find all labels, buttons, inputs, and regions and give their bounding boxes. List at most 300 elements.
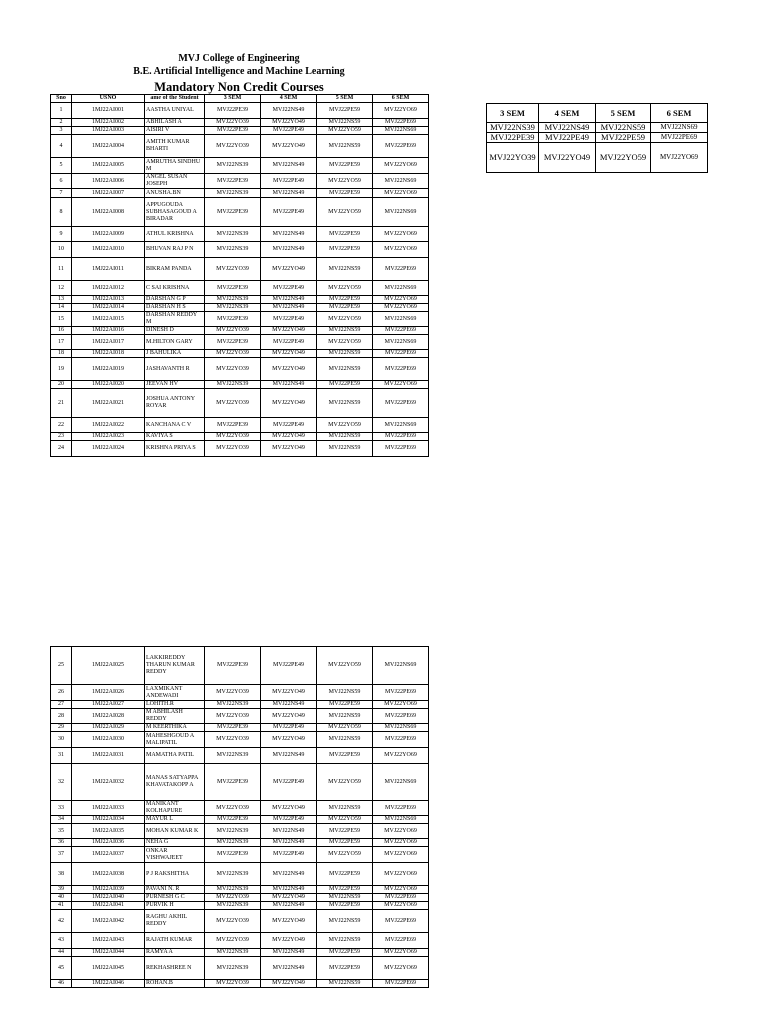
usn-cell: 1MJ22AI006 [72,174,145,189]
sem3-course-cell: MVJ22YO39 [205,433,261,441]
sem5-course-cell: MVJ22NS59 [317,441,373,457]
sem4-course-cell: MVJ22PE49 [261,281,317,296]
table-row [51,847,429,863]
sem4-course-cell: MVJ22NS49 [261,902,317,910]
table-row [51,647,429,685]
student-name-cell: AISIRI V [145,127,205,135]
sem6-course-cell: MVJ22PE69 [373,389,429,418]
sem4-course-cell: MVJ22YO49 [261,119,317,127]
sem3-course-cell: MVJ22YO39 [205,980,261,988]
student-name-cell: RAMYA A [145,949,205,957]
course-allocation-table-page-1 [50,94,429,457]
sem4-course-cell: MVJ22YO49 [261,894,317,902]
sem4-course-cell: MVJ22NS49 [261,957,317,980]
table-row [51,709,429,724]
sem5-course-cell: MVJ22PE59 [317,824,373,839]
usn-cell: 1MJ22AI023 [72,433,145,441]
student-name-cell: JOSHUA ANTONY ROYAR [145,389,205,418]
sem3-course-cell: MVJ22YO39 [205,910,261,933]
student-name-cell: DARSHAN G P [145,296,205,304]
sem3-course-cell: MVJ22NS39 [205,839,261,847]
sno-cell: 28 [51,709,72,724]
sem5-course-cell: MVJ22NS59 [317,389,373,418]
sem6-course-cell: MVJ22NS69 [373,724,429,732]
sno-cell: 9 [51,227,72,242]
table-row [51,949,429,957]
sno-cell: 21 [51,389,72,418]
sem5-course-cell: MVJ22PE59 [317,381,373,389]
course-allocation-table-page-2 [50,646,429,988]
student-name-cell: MAMATHA PATIL [145,748,205,764]
sem5-course-cell: MVJ22PE59 [317,957,373,980]
student-name-cell: KAVIYA S [145,433,205,441]
student-name-cell: LAKKIREDDY THARUN KUMAR REDDY [145,647,205,685]
course-summary-table [486,103,708,173]
usn-cell: 1MJ22AI043 [72,933,145,949]
sem5-course-cell: MVJ22NS59 [317,119,373,127]
table-row [51,296,429,304]
sem4-course-cell: MVJ22NS49 [261,103,317,119]
sem6-course-cell: MVJ22PE69 [373,709,429,724]
col-header-sem5: 5 SEM [317,95,373,103]
student-name-cell: ONKAR VISHWAJEET [145,847,205,863]
student-name-cell: RAJATH KUMAR [145,933,205,949]
sem5-course-cell: MVJ22PE59 [317,227,373,242]
student-name-cell: ANUSHA.BN [145,189,205,198]
sem5-course-cell: MVJ22NS59 [317,801,373,816]
table-row [51,312,429,327]
sem3-course-cell: MVJ22YO39 [205,685,261,701]
sem5-course-cell: MVJ22NS59 [317,358,373,381]
sem5-course-cell: MVJ22YO59 [317,281,373,296]
sno-cell: 1 [51,103,72,119]
sem3-course-cell: MVJ22PE39 [205,312,261,327]
table-row [51,381,429,389]
table-row [51,894,429,902]
usn-cell: 1MJ22AI029 [72,724,145,732]
sno-cell: 6 [51,174,72,189]
document-title: Mandatory Non Credit Courses [154,80,324,94]
sem3-course-cell: MVJ22NS39 [205,189,261,198]
sno-cell: 8 [51,198,72,227]
summary-header-sem3: 3 SEM [487,104,539,123]
usn-cell: 1MJ22AI038 [72,863,145,886]
table-row [51,135,429,158]
sem4-course-cell: MVJ22PE49 [261,724,317,732]
sno-cell: 33 [51,801,72,816]
sem5-course-cell: MVJ22PE59 [317,103,373,119]
college-name: MVJ College of Engineering [178,53,300,64]
sno-cell: 10 [51,242,72,258]
student-name-cell: MAHESHGOUD A MALIPATIL [145,732,205,748]
sno-cell: 15 [51,312,72,327]
sem5-course-cell: MVJ22PE59 [317,304,373,312]
department-name: B.E. Artificial Intelligence and Machine Learning [133,66,345,77]
table-body-page-2 [51,647,429,988]
table-row [51,127,429,135]
table-row [51,227,429,242]
summary-cell: MVJ22NS59 [596,123,651,133]
sno-cell: 41 [51,902,72,910]
table-row [51,863,429,886]
usn-cell: 1MJ22AI014 [72,304,145,312]
usn-cell: 1MJ22AI016 [72,327,145,335]
sno-cell: 27 [51,701,72,709]
student-name-cell: BIKRAM PANDA [145,258,205,281]
sem4-course-cell: MVJ22YO49 [261,910,317,933]
sem4-course-cell: MVJ22PE49 [261,647,317,685]
sem6-course-cell: MVJ22PE69 [373,894,429,902]
sem6-course-cell: MVJ22NS69 [373,198,429,227]
table-row [51,304,429,312]
usn-cell: 1MJ22AI040 [72,894,145,902]
student-name-cell: RAGHU AKHIL REDDY [145,910,205,933]
summary-cell: MVJ22YO59 [596,143,651,173]
col-header-sem3: 3 SEM [205,95,261,103]
usn-cell: 1MJ22AI042 [72,910,145,933]
sem4-course-cell: MVJ22YO49 [261,327,317,335]
student-name-cell: NEHA G [145,839,205,847]
sem3-course-cell: MVJ22YO39 [205,327,261,335]
sem6-course-cell: MVJ22NS69 [373,764,429,801]
sem5-course-cell: MVJ22NS59 [317,709,373,724]
sno-cell: 40 [51,894,72,902]
table-row [51,198,429,227]
usn-cell: 1MJ22AI019 [72,358,145,381]
sem3-course-cell: MVJ22NS39 [205,957,261,980]
sem5-course-cell: MVJ22NS59 [317,933,373,949]
summary-header-sem6: 6 SEM [651,104,708,123]
usn-cell: 1MJ22AI025 [72,647,145,685]
sem4-course-cell: MVJ22YO49 [261,135,317,158]
sem5-course-cell: MVJ22NS59 [317,910,373,933]
sem6-course-cell: MVJ22YO69 [373,748,429,764]
table-header-row [51,95,429,103]
sem3-course-cell: MVJ22NS39 [205,701,261,709]
sem4-course-cell: MVJ22NS49 [261,381,317,389]
sem3-course-cell: MVJ22NS39 [205,863,261,886]
sem6-course-cell: MVJ22PE69 [373,933,429,949]
summary-cell: MVJ22NS49 [539,123,596,133]
sem5-course-cell: MVJ22PE59 [317,902,373,910]
student-name-cell: MANAS SATYAPPA KHAVATAKOPP A [145,764,205,801]
sem6-course-cell: MVJ22PE69 [373,258,429,281]
sem5-course-cell: MVJ22NS59 [317,433,373,441]
sem3-course-cell: MVJ22YO39 [205,732,261,748]
table-row [51,358,429,381]
sem4-course-cell: MVJ22NS49 [261,189,317,198]
sem3-course-cell: MVJ22PE39 [205,103,261,119]
sem4-course-cell: MVJ22PE49 [261,816,317,824]
summary-header-sem4: 4 SEM [539,104,596,123]
sno-cell: 17 [51,335,72,350]
sem3-course-cell: MVJ22YO39 [205,709,261,724]
sem3-course-cell: MVJ22PE39 [205,816,261,824]
student-name-cell: MOHAN KUMAR K [145,824,205,839]
sem3-course-cell: MVJ22YO39 [205,933,261,949]
sem5-course-cell: MVJ22NS59 [317,327,373,335]
sem3-course-cell: MVJ22NS39 [205,304,261,312]
sem3-course-cell: MVJ22PE39 [205,764,261,801]
sno-cell: 43 [51,933,72,949]
usn-cell: 1MJ22AI012 [72,281,145,296]
sem4-course-cell: MVJ22NS49 [261,304,317,312]
usn-cell: 1MJ22AI008 [72,198,145,227]
sem6-course-cell: MVJ22YO69 [373,304,429,312]
sem4-course-cell: MVJ22PE49 [261,198,317,227]
sem6-course-cell: MVJ22YO69 [373,949,429,957]
sem3-course-cell: MVJ22PE39 [205,418,261,433]
table-row [51,685,429,701]
table-row [51,158,429,174]
table-row [51,119,429,127]
sem4-course-cell: MVJ22YO49 [261,732,317,748]
student-name-cell: C SAI KRISHNA [145,281,205,296]
sem6-course-cell: MVJ22NS69 [373,647,429,685]
summary-header-sem5: 5 SEM [596,104,651,123]
usn-cell: 1MJ22AI032 [72,764,145,801]
sem3-course-cell: MVJ22NS39 [205,296,261,304]
sem6-course-cell: MVJ22PE69 [373,350,429,358]
usn-cell: 1MJ22AI035 [72,824,145,839]
sem3-course-cell: MVJ22PE39 [205,647,261,685]
sem4-course-cell: MVJ22PE49 [261,312,317,327]
table-row [51,801,429,816]
sem3-course-cell: MVJ22NS39 [205,902,261,910]
student-name-cell: M KEERTHIKA [145,724,205,732]
summary-row-pe [487,133,708,143]
sem3-course-cell: MVJ22YO39 [205,135,261,158]
sem5-course-cell: MVJ22NS59 [317,732,373,748]
table-row [51,281,429,296]
sem6-course-cell: MVJ22NS69 [373,312,429,327]
sem4-course-cell: MVJ22YO49 [261,801,317,816]
sem3-course-cell: MVJ22YO39 [205,358,261,381]
sem3-course-cell: MVJ22PE39 [205,335,261,350]
sem5-course-cell: MVJ22PE59 [317,158,373,174]
sem5-course-cell: MVJ22PE59 [317,296,373,304]
table-row [51,886,429,894]
sem5-course-cell: MVJ22PE59 [317,748,373,764]
sem6-course-cell: MVJ22PE69 [373,433,429,441]
sno-cell: 25 [51,647,72,685]
student-name-cell: JEEVAN HV [145,381,205,389]
table-row [51,748,429,764]
student-name-cell: JASHAVANTH R [145,358,205,381]
sem6-course-cell: MVJ22PE69 [373,801,429,816]
sno-cell: 5 [51,158,72,174]
usn-cell: 1MJ22AI009 [72,227,145,242]
sem4-course-cell: MVJ22PE49 [261,335,317,350]
sem5-course-cell: MVJ22PE59 [317,839,373,847]
sem5-course-cell: MVJ22PE59 [317,701,373,709]
sem3-course-cell: MVJ22NS39 [205,824,261,839]
usn-cell: 1MJ22AI031 [72,748,145,764]
sno-cell: 22 [51,418,72,433]
sem6-course-cell: MVJ22PE69 [373,358,429,381]
sno-cell: 13 [51,296,72,304]
usn-cell: 1MJ22AI026 [72,685,145,701]
usn-cell: 1MJ22AI005 [72,158,145,174]
table-row [51,764,429,801]
sem6-course-cell: MVJ22YO69 [373,103,429,119]
sem4-course-cell: MVJ22YO49 [261,258,317,281]
sno-cell: 18 [51,350,72,358]
student-name-cell: LOHITH.R [145,701,205,709]
student-name-cell: DARSHAN REDDY M [145,312,205,327]
sem6-course-cell: MVJ22PE69 [373,441,429,457]
sem6-course-cell: MVJ22PE69 [373,327,429,335]
student-name-cell: REKHASHREE N [145,957,205,980]
summary-header-row [487,104,708,123]
sem4-course-cell: MVJ22NS49 [261,227,317,242]
sem4-course-cell: MVJ22NS49 [261,863,317,886]
col-header-name: ame of the Student [145,95,205,103]
sem4-course-cell: MVJ22PE49 [261,847,317,863]
sem6-course-cell: MVJ22NS69 [373,127,429,135]
sem3-course-cell: MVJ22PE39 [205,127,261,135]
usn-cell: 1MJ22AI022 [72,418,145,433]
usn-cell: 1MJ22AI045 [72,957,145,980]
table-row [51,816,429,824]
sem4-course-cell: MVJ22PE49 [261,418,317,433]
sem4-course-cell: MVJ22YO49 [261,389,317,418]
student-name-cell: AMITH KUMAR BHARTI [145,135,205,158]
usn-cell: 1MJ22AI041 [72,902,145,910]
sem5-course-cell: MVJ22NS59 [317,350,373,358]
sem3-course-cell: MVJ22NS39 [205,158,261,174]
sno-cell: 14 [51,304,72,312]
sem5-course-cell: MVJ22PE59 [317,886,373,894]
sno-cell: 37 [51,847,72,863]
sem3-course-cell: MVJ22YO39 [205,389,261,418]
student-name-cell: MANIKANT KOLHAPURE [145,801,205,816]
sem6-course-cell: MVJ22NS69 [373,174,429,189]
sem3-course-cell: MVJ22NS39 [205,886,261,894]
usn-cell: 1MJ22AI013 [72,296,145,304]
table-body-page-1 [51,103,429,457]
sem4-course-cell: MVJ22YO49 [261,685,317,701]
sem5-course-cell: MVJ22NS59 [317,894,373,902]
table-row [51,980,429,988]
table-row [51,189,429,198]
sem5-course-cell: MVJ22NS59 [317,685,373,701]
sem6-course-cell: MVJ22YO69 [373,242,429,258]
sem6-course-cell: MVJ22PE69 [373,135,429,158]
col-header-sem6: 6 SEM [373,95,429,103]
sno-cell: 46 [51,980,72,988]
student-name-cell: BHUVAN RAJ P N [145,242,205,258]
usn-cell: 1MJ22AI011 [72,258,145,281]
usn-cell: 1MJ22AI034 [72,816,145,824]
usn-cell: 1MJ22AI002 [72,119,145,127]
sem6-course-cell: MVJ22PE69 [373,119,429,127]
student-name-cell: DARSHAN H S [145,304,205,312]
sno-cell: 44 [51,949,72,957]
sem3-course-cell: MVJ22YO39 [205,119,261,127]
student-name-cell: M ABHILASH REDDY [145,709,205,724]
summary-row-ns [487,123,708,133]
sno-cell: 16 [51,327,72,335]
sem3-course-cell: MVJ22YO39 [205,350,261,358]
usn-cell: 1MJ22AI027 [72,701,145,709]
usn-cell: 1MJ22AI001 [72,103,145,119]
sem5-course-cell: MVJ22NS59 [317,980,373,988]
sem6-course-cell: MVJ22YO69 [373,886,429,894]
summary-cell: MVJ22PE59 [596,133,651,143]
sem3-course-cell: MVJ22NS39 [205,381,261,389]
sem5-course-cell: MVJ22YO59 [317,198,373,227]
usn-cell: 1MJ22AI044 [72,949,145,957]
sem5-course-cell: MVJ22PE59 [317,189,373,198]
sem4-course-cell: MVJ22YO49 [261,433,317,441]
sem5-course-cell: MVJ22YO59 [317,312,373,327]
table-row [51,418,429,433]
sem3-course-cell: MVJ22PE39 [205,724,261,732]
usn-cell: 1MJ22AI020 [72,381,145,389]
table-row [51,839,429,847]
sem5-course-cell: MVJ22YO59 [317,764,373,801]
sem5-course-cell: MVJ22YO59 [317,127,373,135]
sno-cell: 23 [51,433,72,441]
table-row [51,389,429,418]
sem4-course-cell: MVJ22NS49 [261,701,317,709]
table-row [51,350,429,358]
student-name-cell: PAVANI N. R [145,886,205,894]
sem4-course-cell: MVJ22YO49 [261,709,317,724]
student-name-cell: ANGEL SUSAN JOSEPH [145,174,205,189]
student-name-cell: APPUGOUDA SUBHASAGOUD A BIRADAR [145,198,205,227]
summary-cell: MVJ22PE49 [539,133,596,143]
sem4-course-cell: MVJ22YO49 [261,933,317,949]
sem6-course-cell: MVJ22YO69 [373,863,429,886]
summary-cell: MVJ22YO49 [539,143,596,173]
sem4-course-cell: MVJ22PE49 [261,174,317,189]
sem6-course-cell: MVJ22YO69 [373,189,429,198]
student-name-cell: LAXMIKANT ANDEWADI [145,685,205,701]
sem4-course-cell: MVJ22NS49 [261,886,317,894]
student-name-cell: MAYUR L [145,816,205,824]
sno-cell: 19 [51,358,72,381]
sem6-course-cell: MVJ22NS69 [373,816,429,824]
summary-cell: MVJ22NS39 [487,123,539,133]
sem5-course-cell: MVJ22YO59 [317,418,373,433]
sem6-course-cell: MVJ22PE69 [373,732,429,748]
usn-cell: 1MJ22AI039 [72,886,145,894]
sno-cell: 39 [51,886,72,894]
sno-cell: 30 [51,732,72,748]
student-name-cell: ATHUL KRISHNA [145,227,205,242]
sem3-course-cell: MVJ22PE39 [205,847,261,863]
sem6-course-cell: MVJ22YO69 [373,296,429,304]
summary-cell: MVJ22YO69 [651,143,708,173]
summary-cell: MVJ22PE39 [487,133,539,143]
sem5-course-cell: MVJ22YO59 [317,724,373,732]
sem6-course-cell: MVJ22YO69 [373,227,429,242]
sem6-course-cell: MVJ22PE69 [373,685,429,701]
sem6-course-cell: MVJ22YO69 [373,957,429,980]
sem6-course-cell: MVJ22YO69 [373,902,429,910]
table-row [51,957,429,980]
sem4-course-cell: MVJ22NS49 [261,296,317,304]
sem4-course-cell: MVJ22NS49 [261,824,317,839]
sem4-course-cell: MVJ22PE49 [261,127,317,135]
sem3-course-cell: MVJ22PE39 [205,281,261,296]
sem6-course-cell: MVJ22YO69 [373,847,429,863]
sem5-course-cell: MVJ22PE59 [317,863,373,886]
table-row [51,724,429,732]
usn-cell: 1MJ22AI036 [72,839,145,847]
